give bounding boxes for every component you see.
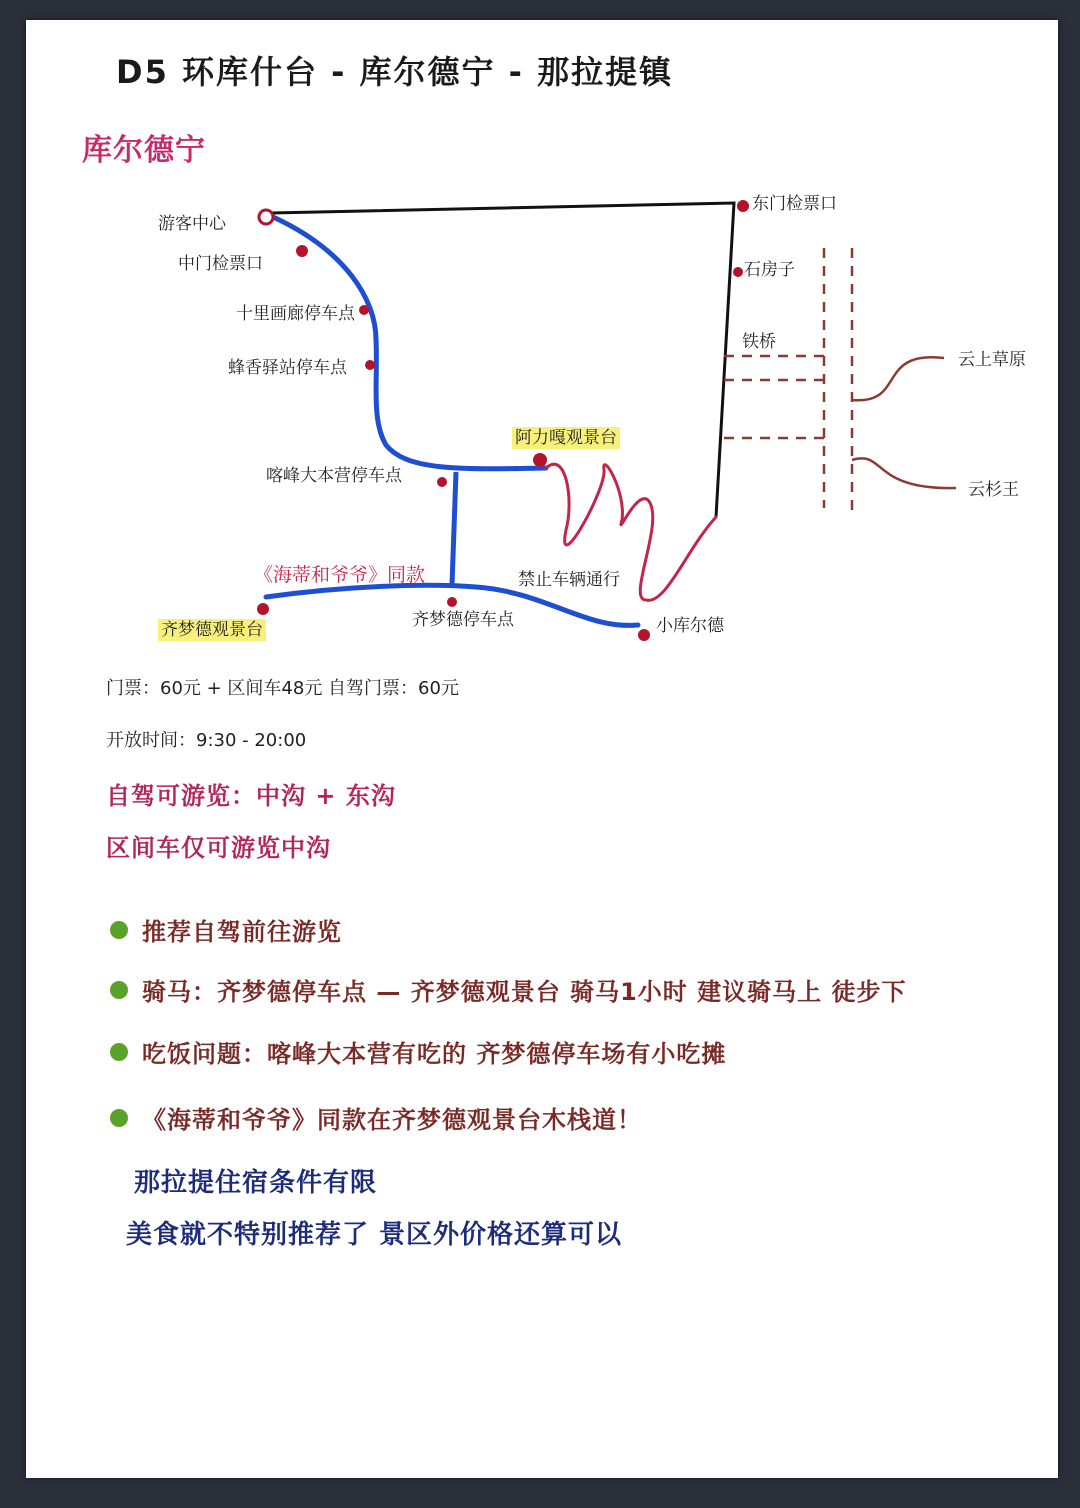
- label-haidi-heyeye: 《海蒂和爷爷》同款: [254, 564, 426, 586]
- bullet-dot-icon: [110, 1043, 128, 1061]
- label-qimengde-viewpoint: [158, 622, 266, 639]
- label-east-gate: 东门检票口: [752, 194, 837, 214]
- label-stone-house: 石房子: [744, 260, 795, 280]
- blue-road-main: [271, 216, 546, 469]
- bullet-dot-icon: [110, 981, 128, 999]
- paper-sheet: [26, 20, 1058, 1478]
- label-alijiekai: [512, 430, 620, 447]
- label-yunshan-wang: 云杉王: [968, 480, 1019, 500]
- bullet-item: [110, 972, 906, 1007]
- dashed-roads: [724, 248, 852, 512]
- bullet-dot-icon: [110, 921, 128, 939]
- bullet-item: [110, 1100, 642, 1135]
- visitor-center-marker: [259, 210, 273, 224]
- note-shuttle: 区间车仅可游览中沟: [106, 834, 331, 862]
- label-visitor-center: 游客中心: [158, 214, 226, 234]
- blue-road-branch: [452, 472, 456, 585]
- label-alijiekai-text: 阿力嘎观景台: [512, 427, 620, 449]
- bullet-item: [110, 912, 342, 947]
- label-qimengde-parking: 齐梦德停车点: [412, 610, 514, 630]
- label-middle-gate: 中门检票口: [178, 254, 263, 274]
- page-title: D5 环库什台 - 库尔德宁 - 那拉提镇: [116, 53, 674, 91]
- label-yunshang-caoyuan: 云上草原: [958, 350, 1026, 370]
- label-iron-bridge: 铁桥: [742, 332, 776, 352]
- bullet-item: [110, 1034, 726, 1069]
- label-shili-hualang: 十里画廊停车点: [236, 304, 355, 324]
- label-fengxiang-yizhan: 蜂香驿站停车点: [228, 358, 347, 378]
- label-no-vehicles: 禁止车辆通行: [518, 570, 620, 590]
- branch-yunshan: [852, 458, 956, 488]
- ticket-info: 门票：60元 + 区间车48元 自驾门票：60元: [106, 678, 459, 699]
- route-map: [26, 20, 1058, 700]
- label-qimengde-viewpoint-text: 齐梦德观景台: [158, 619, 266, 641]
- note-self-drive: 自驾可游览：中沟 + 东沟: [106, 782, 396, 810]
- label-kafeng-dayingying: 喀峰大本营停车点: [266, 466, 402, 486]
- branch-yunshang: [852, 357, 944, 400]
- bullet-text: 吃饭问题：喀峰大本营有吃的 齐梦德停车场有小吃摊: [142, 1040, 727, 1068]
- section-title: 库尔德宁: [82, 133, 206, 168]
- lodging-note: 那拉提住宿条件有限: [134, 1168, 378, 1198]
- opening-hours: 开放时间：9:30 - 20:00: [106, 730, 307, 751]
- bullet-dot-icon: [110, 1109, 128, 1127]
- food-note: 美食就不特别推荐了 景区外价格还算可以: [126, 1220, 623, 1250]
- label-xiao-kuerde: 小库尔德: [656, 616, 724, 636]
- bullet-text: 骑马：齐梦德停车点 — 齐梦德观景台 骑马1小时 建议骑马上 徒步下: [142, 978, 907, 1006]
- bullet-text: 《海蒂和爷爷》同款在齐梦德观景台木栈道！: [142, 1106, 642, 1134]
- bullet-text: 推荐自驾前往游览: [142, 918, 342, 946]
